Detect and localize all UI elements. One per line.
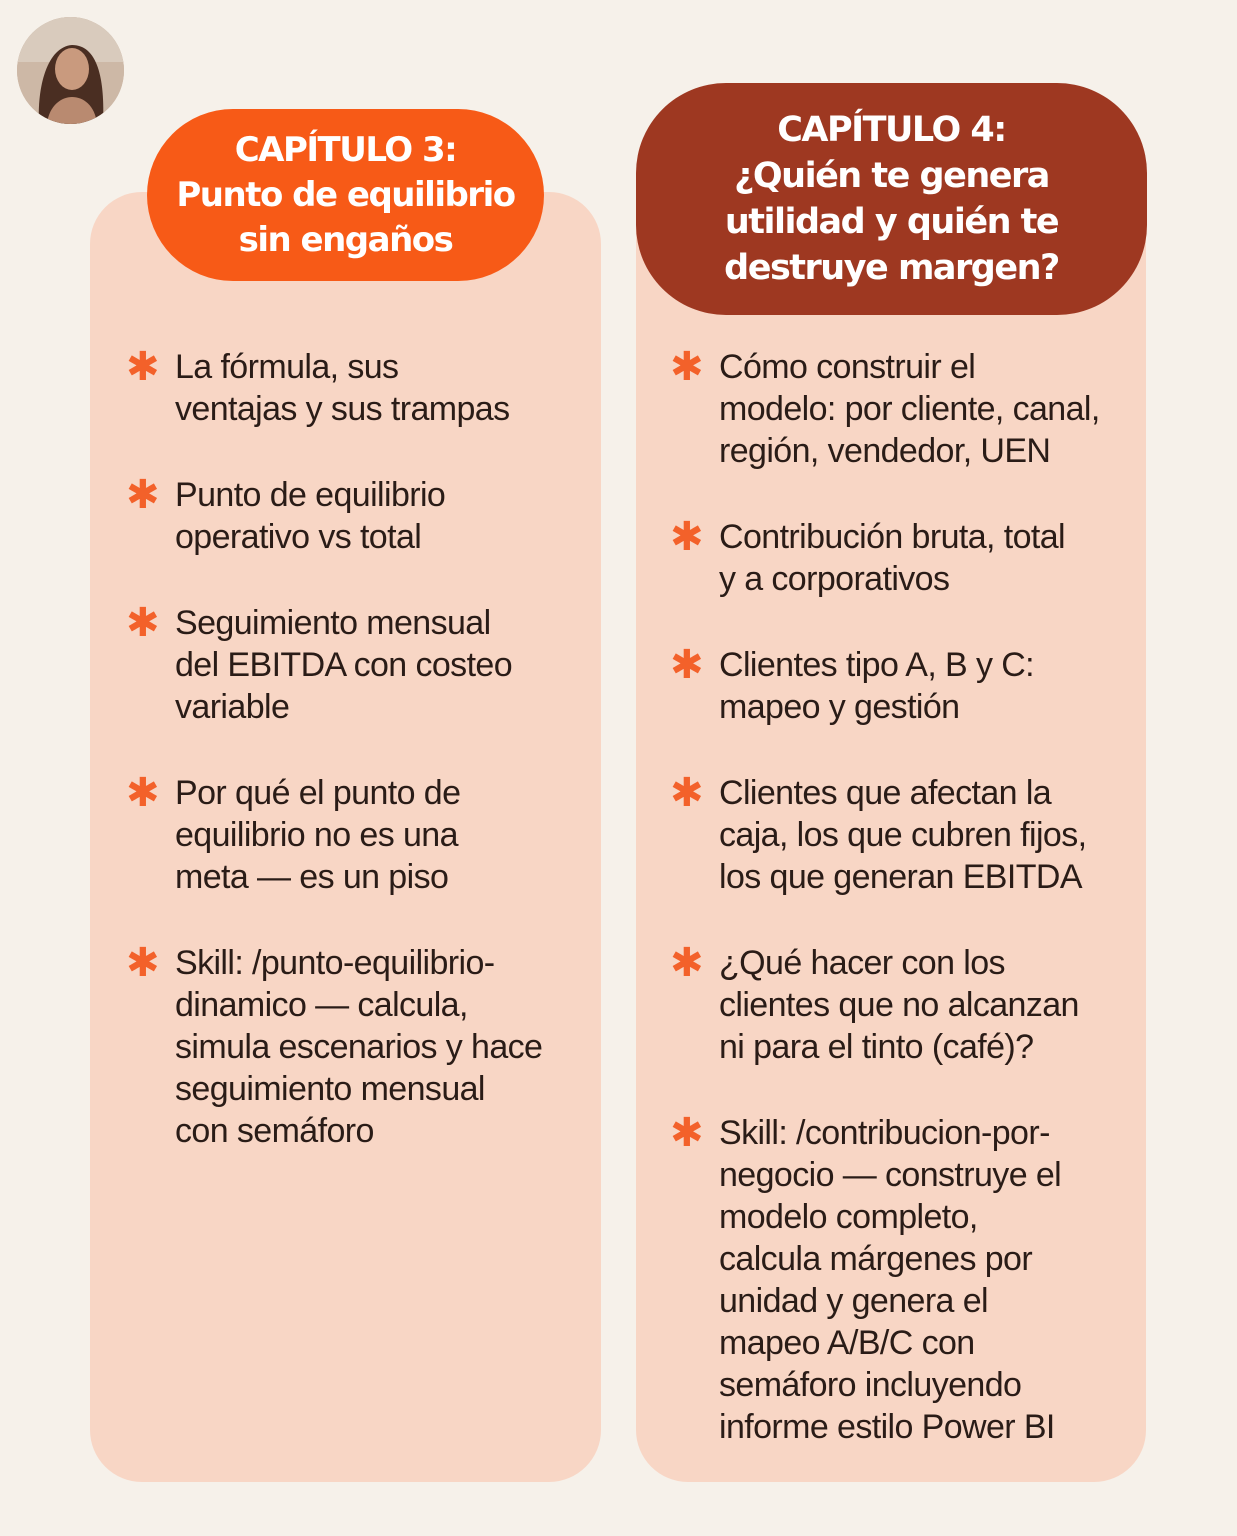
list-item-text: ventajas y sus trampas (175, 390, 510, 428)
list-item-text: con semáforo (175, 1112, 374, 1150)
title-line: Punto de equilibrio (176, 174, 515, 215)
asterisk-bullet-icon: ✱ (126, 472, 159, 518)
profile-photo-avatar (17, 17, 124, 124)
list-item-text: mapeo y gestión (719, 688, 960, 726)
title-line: destruye margen? (724, 248, 1059, 288)
chapter-4-list (670, 346, 1140, 1492)
asterisk-bullet-icon: ✱ (670, 1110, 703, 1156)
chapter-3-title (147, 109, 544, 281)
list-item-text: Cómo construir el (719, 348, 976, 386)
list-item-text: Skill: /punto-equilibrio- (175, 944, 495, 982)
list-item (670, 942, 1140, 1068)
asterisk-bullet-icon: ✱ (126, 600, 159, 646)
list-item-text: caja, los que cubren fijos, (719, 816, 1087, 854)
list-item (670, 772, 1140, 898)
list-item-text: equilibrio no es una (175, 816, 458, 854)
title-line: sin engaños (238, 219, 453, 260)
asterisk-bullet-icon: ✱ (670, 770, 703, 816)
list-item-text: Contribución bruta, total (719, 518, 1065, 556)
list-item-text: variable (175, 688, 290, 726)
list-item-text: semáforo incluyendo (719, 1366, 1022, 1404)
list-item (670, 1112, 1140, 1448)
asterisk-bullet-icon: ✱ (126, 344, 159, 390)
list-item-text: Clientes tipo A, B y C: (719, 646, 1035, 684)
title-line: utilidad y quién te (724, 202, 1059, 242)
list-item-text: Punto de equilibrio (175, 476, 446, 514)
list-item-text: unidad y genera el (719, 1282, 988, 1320)
asterisk-bullet-icon: ✱ (670, 642, 703, 688)
list-item (670, 346, 1140, 472)
list-item-text: negocio — construye el (719, 1156, 1062, 1194)
list-item-text: modelo: por cliente, canal, (719, 390, 1100, 428)
list-item (126, 602, 596, 728)
list-item-text: mapeo A/B/C con (719, 1324, 975, 1362)
list-item-text: calcula márgenes por (719, 1240, 1033, 1278)
list-item-text: ¿Qué hacer con los (719, 944, 1005, 982)
avatar[interactable] (17, 17, 124, 124)
list-item-text: región, vendedor, UEN (719, 432, 1051, 470)
asterisk-bullet-icon: ✱ (670, 940, 703, 986)
list-item (670, 516, 1140, 600)
list-item (126, 474, 596, 558)
list-item-text: simula escenarios y hace (175, 1028, 543, 1066)
list-item-text: seguimiento mensual (175, 1070, 485, 1108)
list-item-text: y a corporativos (719, 560, 950, 598)
title-line: CAPÍTULO 4: (777, 110, 1006, 150)
list-item-text: del EBITDA con costeo (175, 646, 513, 684)
list-item-text: modelo completo, (719, 1198, 978, 1236)
chapter-4-title (636, 83, 1147, 315)
list-item-text: operativo vs total (175, 518, 422, 556)
list-item (126, 346, 596, 430)
title-line: ¿Quién te genera (734, 156, 1049, 196)
list-item-text: Seguimiento mensual (175, 604, 491, 642)
list-item-text: Clientes que afectan la (719, 774, 1052, 812)
list-item-text: ni para el tinto (café)? (719, 1028, 1034, 1066)
list-item-text: La fórmula, sus (175, 348, 399, 386)
list-item-text: dinamico — calcula, (175, 986, 468, 1024)
asterisk-bullet-icon: ✱ (670, 344, 703, 390)
chapter-3-list (126, 346, 596, 1196)
list-item (126, 772, 596, 898)
asterisk-bullet-icon: ✱ (670, 514, 703, 560)
list-item-text: los que generan EBITDA (719, 858, 1082, 896)
list-item-text: Por qué el punto de (175, 774, 461, 812)
list-item-text: informe estilo Power BI (719, 1408, 1055, 1446)
list-item-text: clientes que no alcanzan (719, 986, 1079, 1024)
asterisk-bullet-icon: ✱ (126, 940, 159, 986)
list-item-text: meta — es un piso (175, 858, 449, 896)
asterisk-bullet-icon: ✱ (126, 770, 159, 816)
list-item-text: Skill: /contribucion-por- (719, 1114, 1050, 1152)
list-item (126, 942, 596, 1152)
list-item (670, 644, 1140, 728)
title-line: CAPÍTULO 3: (234, 129, 457, 170)
